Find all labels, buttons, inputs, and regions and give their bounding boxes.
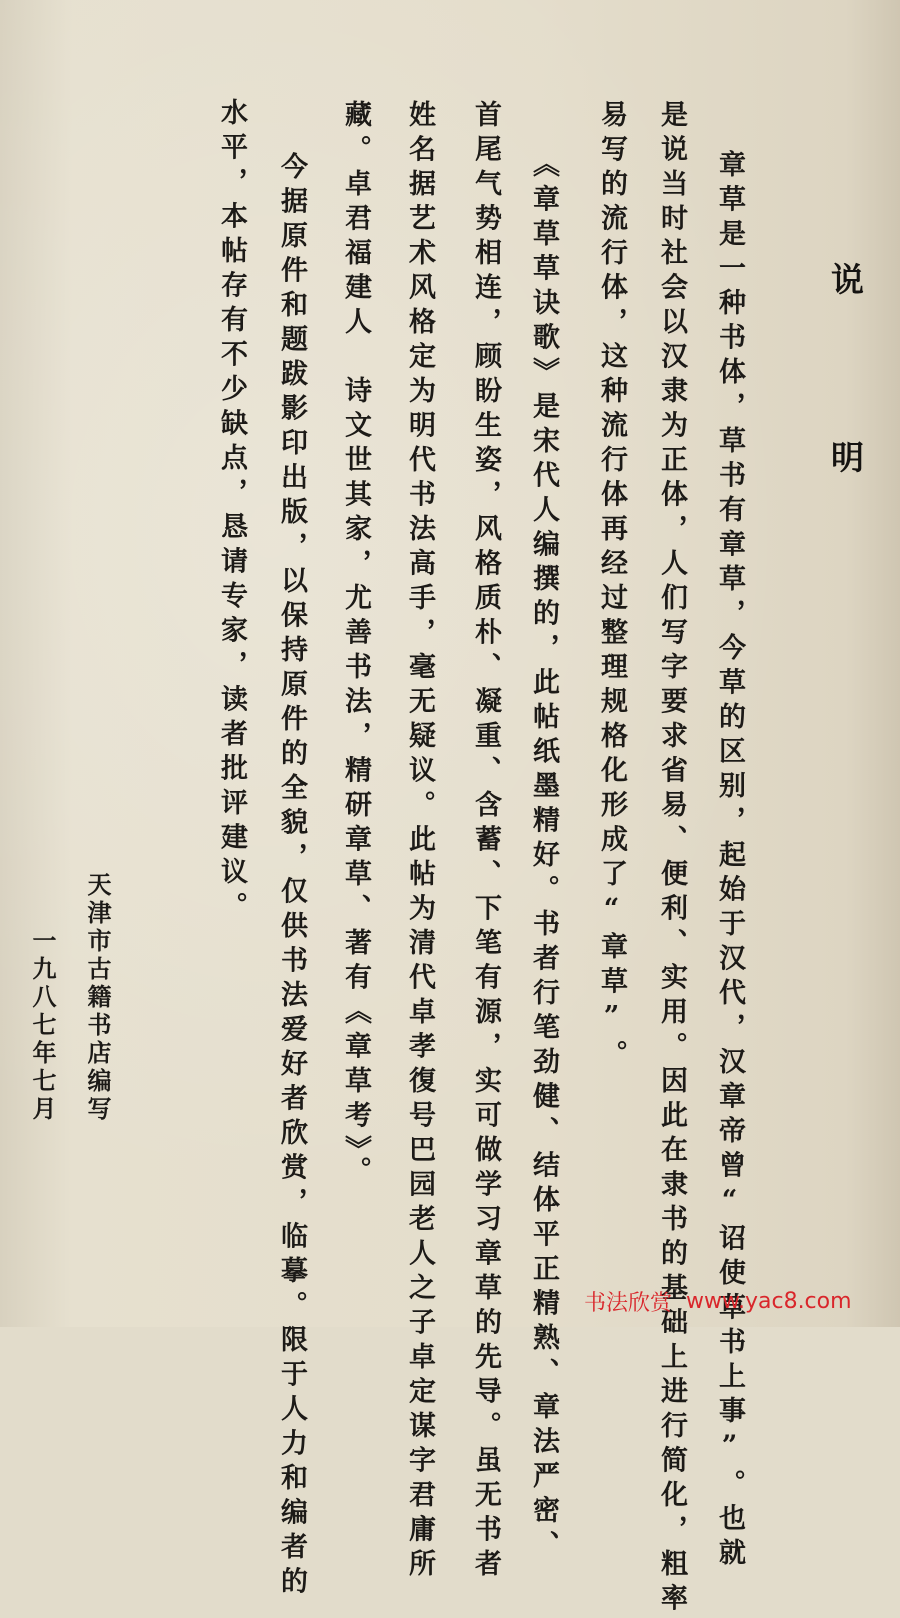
site-watermark [584, 1284, 894, 1318]
publication-date: 一九八七年七月 [28, 928, 57, 1124]
text-column-1: 章草是一种书体，草书有章草，今草的区别，起始于汉代，汉章帝曾“诏使草书上事”。也就 [714, 150, 745, 1573]
page-title: 说 明 [826, 262, 865, 529]
watermark-label: 书法欣赏 [584, 1290, 673, 1316]
text-column-2: 是说当时社会以汉隶为正体，人们写字要求省易、便利、实用。因此在隶书的基础上进行简化，粗率 [656, 100, 687, 1618]
text-column-3: 易写的流行体，这种流行体再经过整理规格化形成了“章草”。 [596, 100, 627, 1074]
text-column-9: 水平，本帖存有不少缺点，恳请专家，读者批评建议。 [216, 98, 247, 926]
publisher-credit: 天津市古籍书店编写 [83, 872, 112, 1124]
text-column-7: 藏。卓君福建人 诗文世其家，尤善书法，精研章草、著有《章草考》。 [340, 100, 371, 1191]
text-column-6: 姓名据艺术风格定为明代书法高手，毫无疑议。此帖为清代卓孝復号巴园老人之子卓定谋字君庸所 [404, 100, 435, 1584]
text-column-8: 今据原件和题跋影印出版，以保持原件的全貌，仅供书法爱好者欣赏，临摹。限于人力和编者的 [276, 152, 307, 1601]
text-column-5: 首尾气势相连，顾盼生姿，风格质朴、凝重、含蓄、下笔有源，实可做学习章草的先导。虽无书者 [470, 100, 501, 1584]
text-column-4: 《章草草诀歌》是宋代人编撰的，此帖纸墨精好。书者行笔劲健、结体平正精熟、章法严密、 [528, 150, 559, 1565]
watermark-url: www.yac8.com [686, 1288, 852, 1314]
